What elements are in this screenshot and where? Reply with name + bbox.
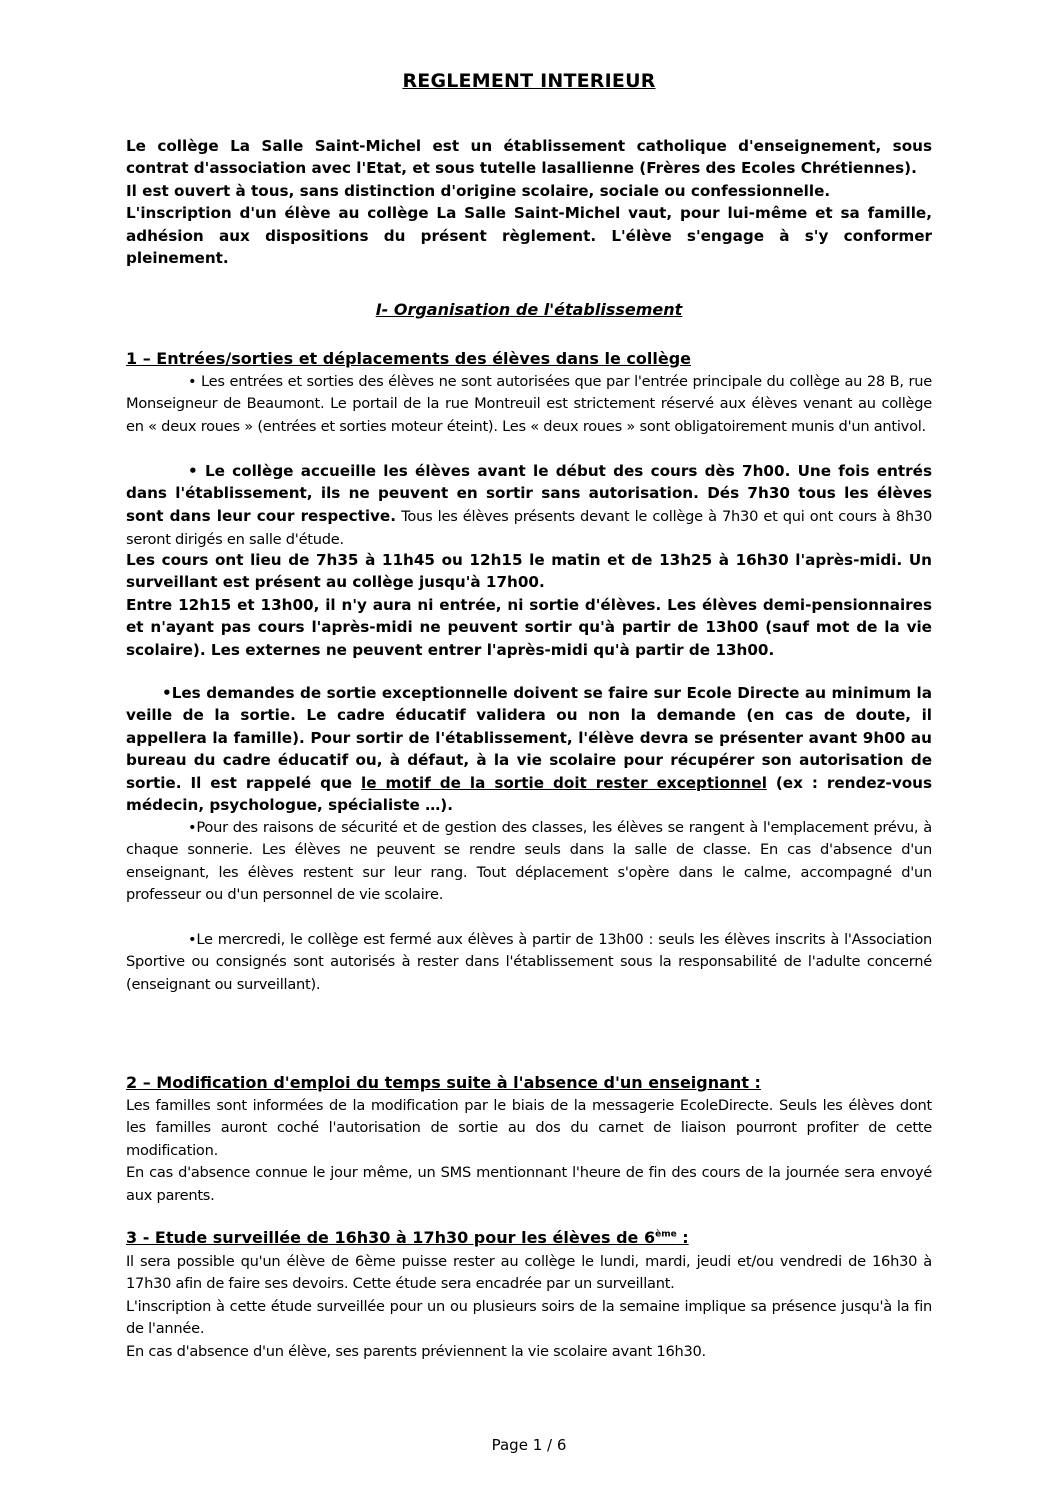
s1-paragraph-1 — [126, 371, 932, 438]
subsection-heading-3 — [126, 1228, 689, 1247]
s2-paragraphs — [126, 1095, 932, 1207]
paragraph-text: •Les demandes de sortie exceptionnelle doivent se faire sur Ecole Directe au minimum la veille de la sortie. Le cadre éducatif validera ou non la demande (en cas de doute, il appellera la famille). Pour sortir de l'établissement, l'élève devra se présenter avant 9h00 au bureau du cadre éducatif ou, à défaut, à la vie scolaire pour récupérer son autorisation de sortie. Il est rappelé que — [126, 684, 932, 792]
subsection-heading-1: 1 – Entrées/sorties et déplacements des élèves dans le collège — [126, 349, 691, 368]
paragraph-text: En cas d'absence d'un élève, ses parents préviennent la vie scolaire avant 16h30. — [126, 1342, 706, 1360]
paragraph-text: Les cours ont lieu de 7h35 à 11h45 ou 12h15 le matin et de 13h25 à 16h30 l'après-midi. Un surveillant est présent au collège jusqu'à 17h00. — [126, 551, 932, 592]
paragraph-text: Tous les élèves présents devant le collège à 7h30 et qui ont cours à 8h30 seront dirigés en salle d'étude. — [126, 507, 932, 549]
document-title: REGLEMENT INTERIEUR — [402, 70, 656, 92]
s1-paragraph-2 — [126, 460, 932, 552]
section-title: I- Organisation de l'établissement — [375, 300, 683, 319]
paragraph-text: Il sera possible qu'un élève de 6ème puisse rester au collège le lundi, mardi, jeudi et/ou vendredi de 16h30 à 17h30 afin de faire ses devoirs. Cette étude sera encadrée par un surveillant. — [126, 1253, 932, 1293]
intro-block — [126, 135, 932, 269]
intro-paragraph: Il est ouvert à tous, sans distinction d'origine scolaire, sociale ou confessionnelle. — [126, 181, 831, 200]
subsection-heading-2: 2 – Modification d'emploi du temps suite à l'absence d'un enseignant : — [126, 1073, 761, 1092]
paragraph-text: En cas d'absence connue le jour même, un SMS mentionnant l'heure de fin des cours de la journée sera envoyé aux parents. — [126, 1164, 932, 1204]
paragraph-text: • Les entrées et sorties des élèves ne sont autorisées que par l'entrée principale du collège au 28 B, rue Monseigneur de Beaumont. Le portail de la rue Montreuil est strictement réservé aux élèves venant au collège en « deux roues » (entrées et sorties moteur éteint). Les « deux roues » sont obligatoirement munis d'un antivol. — [126, 373, 932, 435]
page-number: Page 1 / 6 — [491, 1436, 567, 1454]
s1-paragraph-5 — [126, 682, 932, 816]
paragraph-text: •Le mercredi, le collège est fermé aux élèves à partir de 13h00 : seuls les élèves inscrits à l'Association Sportive ou consignés sont autorisés à rester dans l'établissement sous la responsabilité de l'adulte concerné (enseignant ou surveillant). — [126, 931, 932, 993]
heading-text: 3 - Etude surveillée de 16h30 à 17h30 pour les élèves de 6 — [126, 1228, 656, 1247]
paragraph-text: •Pour des raisons de sécurité et de gestion des classes, les élèves se rangent à l'emplacement prévu, à chaque sonnerie. Les élèves ne peuvent se rendre seuls dans la salle de classe. En cas d'absence d'un enseignant, les élèves restent sur leur rang. Tout déplacement s'opère dans le calme, accompagné d'un professeur ou d'un personnel de vie scolaire. — [126, 819, 932, 904]
intro-paragraph: L'inscription d'un élève au collège La Salle Saint-Michel vaut, pour lui-même et sa famille, adhésion aux dispositions du présent règlement. L'élève s'engage à s'y conformer pleinement. — [126, 204, 932, 268]
s1-paragraph-6 — [126, 817, 932, 907]
paragraph-text: (ex : rendez-vous médecin, psychologue, spécialiste …). — [126, 773, 932, 815]
paragraph-text: Entre 12h15 et 13h00, il n'y aura ni entrée, ni sortie d'élèves. Les élèves demi-pensionnaires et n'ayant pas cours l'après-midi ne peuvent sortir qu'à partir de 13h00 (sauf mot de la vie scolaire). Les externes ne peuvent entrer l'après-midi qu'à partir de 13h00. — [126, 595, 932, 659]
heading-text: : — [676, 1228, 689, 1247]
s3-paragraphs — [126, 1251, 932, 1363]
paragraph-text: L'inscription à cette étude surveillée pour un ou plusieurs soirs de la semaine implique sa présence jusqu'à la fin de l'année. — [126, 1297, 932, 1338]
heading-superscript: ème — [655, 1229, 677, 1240]
underlined-text: le motif de la sortie doit rester exceptionnel — [361, 773, 767, 792]
s1-paragraph-3 — [126, 549, 932, 661]
paragraph-text-bold: • Le collège accueille les élèves avant le début des cours dès 7h00. Une fois entrés dans l'établissement, ils ne peuvent en sortir sans autorisation. Dés 7h30 tous les élèves sont dans leur cour respective. — [126, 462, 932, 525]
s1-paragraph-7 — [126, 929, 932, 996]
intro-paragraph: Le collège La Salle Saint-Michel est un établissement catholique d'enseignement, sous contrat d'association avec l'Etat, et sous tutelle lasallienne (Frères des Ecoles Chrétiennes). — [126, 137, 932, 178]
paragraph-text: Les familles sont informées de la modification par le biais de la messagerie EcoleDirecte. Seuls les élèves dont les familles auront coché l'autorisation de sortie au dos du carnet de liaison pourront profiter de cette modification. — [126, 1097, 932, 1159]
